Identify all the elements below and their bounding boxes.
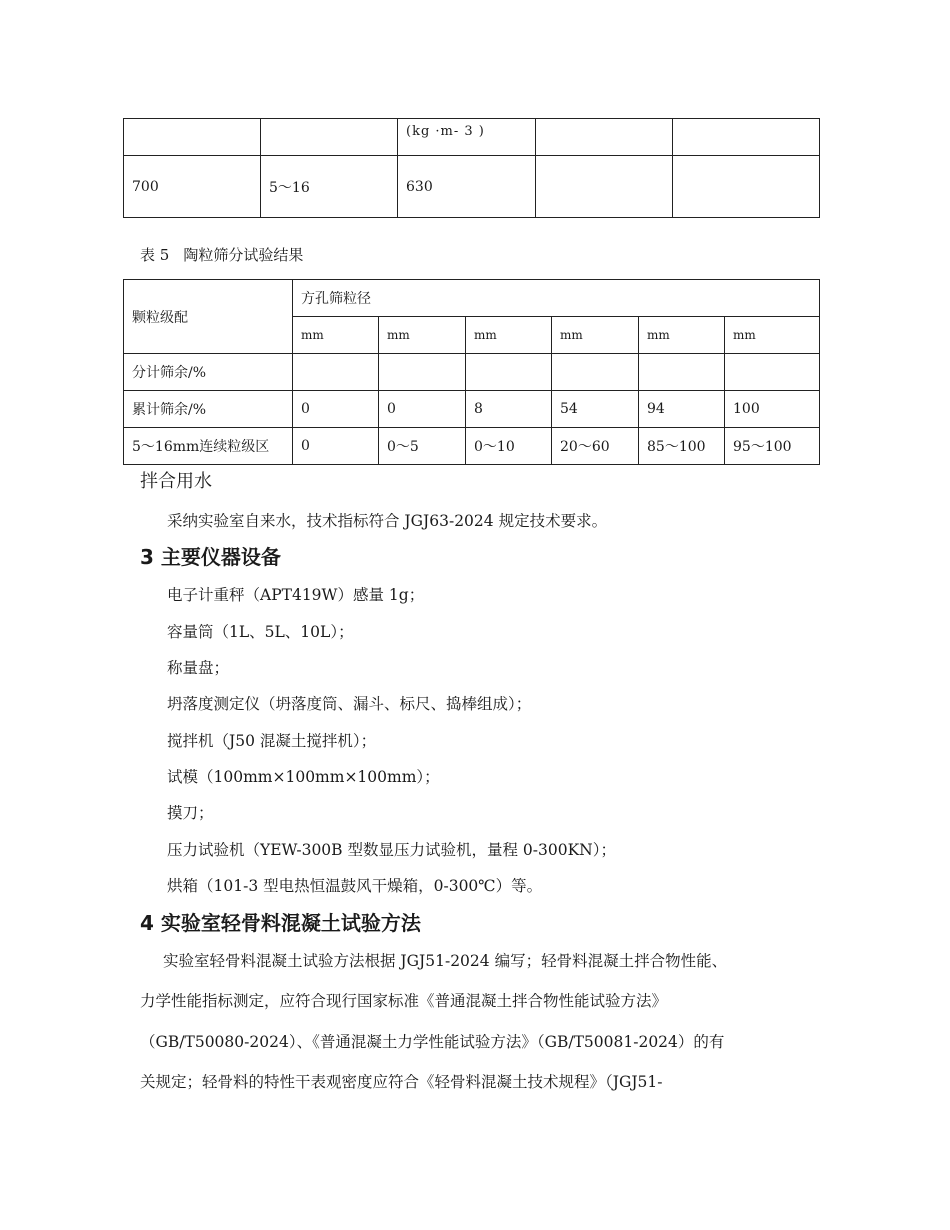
- row-header-cell: 颗粒级配: [124, 280, 293, 354]
- row-label: 分计筛余/%: [124, 354, 293, 391]
- list-item: 电子计重秤（APT419W）感量 1g；: [167, 586, 425, 604]
- table-cell: 85～100: [639, 428, 725, 465]
- table-cell: [536, 119, 673, 156]
- density-table-fragment: [123, 118, 820, 218]
- table-cell: 630: [398, 156, 536, 218]
- table-cell: 700: [124, 156, 261, 218]
- paragraph-line: 力学性能指标测定，应符合现行国家标准《普通混凝土拌合物性能试验方法》: [140, 992, 668, 1010]
- paragraph-line: （GB/T50080-2024）、《普通混凝土力学性能试验方法》（GB/T50081-2024）的有: [140, 1033, 725, 1051]
- table-row: [124, 428, 820, 465]
- table-cell: [261, 119, 398, 156]
- unit-cell: mm: [639, 317, 725, 354]
- table-cell: [552, 354, 639, 391]
- list-item: 烘箱（101-3 型电热恒温鼓风干燥箱，0-300℃）等。: [167, 877, 543, 895]
- table-cell-unit: (kg ·m- 3 ): [398, 119, 536, 156]
- table-caption-title: 陶粒筛分试验结果: [183, 246, 304, 264]
- unit-cell: mm: [379, 317, 466, 354]
- table-row: [124, 119, 820, 156]
- paragraph-line: 关规定；轻骨料的特性干表观密度应符合《轻骨料混凝土技术规程》（JGJ51-: [140, 1073, 663, 1091]
- table-cell: [293, 354, 379, 391]
- table-cell: [725, 354, 820, 391]
- list-item: 摸刀；: [167, 804, 214, 822]
- table-cell: 0～5: [379, 428, 466, 465]
- section-heading: 3 主要仪器设备: [140, 545, 281, 569]
- paragraph-line: 实验室轻骨料混凝土试验方法根据 JGJ51-2024 编写；轻骨料混凝土拌合物性能、: [163, 952, 728, 970]
- table-cell: 0: [293, 428, 379, 465]
- list-item: 试模（100mm×100mm×100mm）；: [167, 768, 440, 786]
- table-row: [124, 156, 820, 218]
- table-cell: 54: [552, 391, 639, 428]
- paragraph: 采纳实验室自来水，技术指标符合 JGJ63-2024 规定技术要求。: [167, 512, 608, 530]
- table-cell: 95～100: [725, 428, 820, 465]
- table-cell: 0: [293, 391, 379, 428]
- unit-cell: mm: [552, 317, 639, 354]
- table-cell: 0～10: [466, 428, 552, 465]
- list-item: 称量盘；: [167, 659, 230, 677]
- table-caption: [140, 244, 303, 265]
- table-cell: 0: [379, 391, 466, 428]
- table-row: [124, 354, 820, 391]
- group-header-cell: 方孔筛粒径: [293, 280, 820, 317]
- table-header-row: [124, 280, 820, 317]
- list-item: 坍落度测定仪（坍落度筒、漏斗、标尺、捣棒组成）；: [167, 695, 532, 713]
- table-cell: [639, 354, 725, 391]
- table-cell: [124, 119, 261, 156]
- list-item: 容量筒（1L、5L、10L）；: [167, 623, 354, 641]
- unit-cell: mm: [725, 317, 820, 354]
- list-item: 搅拌机（J50 混凝土搅拌机）；: [167, 732, 377, 750]
- table-cell: [379, 354, 466, 391]
- table-cell: 100: [725, 391, 820, 428]
- list-item: 压力试验机（YEW-300B 型数显压力试验机，量程 0-300KN）；: [167, 841, 616, 859]
- section-heading: 4 实验室轻骨料混凝土试验方法: [140, 911, 421, 935]
- table-cell: 94: [639, 391, 725, 428]
- unit-cell: mm: [466, 317, 552, 354]
- table-cell: [466, 354, 552, 391]
- table-cell: 5～16: [261, 156, 398, 218]
- table-cell: 8: [466, 391, 552, 428]
- unit-cell: mm: [293, 317, 379, 354]
- table-caption-number: 表 5: [140, 246, 170, 264]
- row-label: 累计筛余/%: [124, 391, 293, 428]
- sieve-analysis-table: [123, 279, 820, 465]
- table-cell: [673, 119, 820, 156]
- row-label: 5～16mm连续粒级区: [124, 428, 293, 465]
- subsection-title: 拌合用水: [140, 471, 212, 492]
- table-cell: [673, 156, 820, 218]
- table-cell: 20～60: [552, 428, 639, 465]
- table-row: [124, 391, 820, 428]
- table-cell: [536, 156, 673, 218]
